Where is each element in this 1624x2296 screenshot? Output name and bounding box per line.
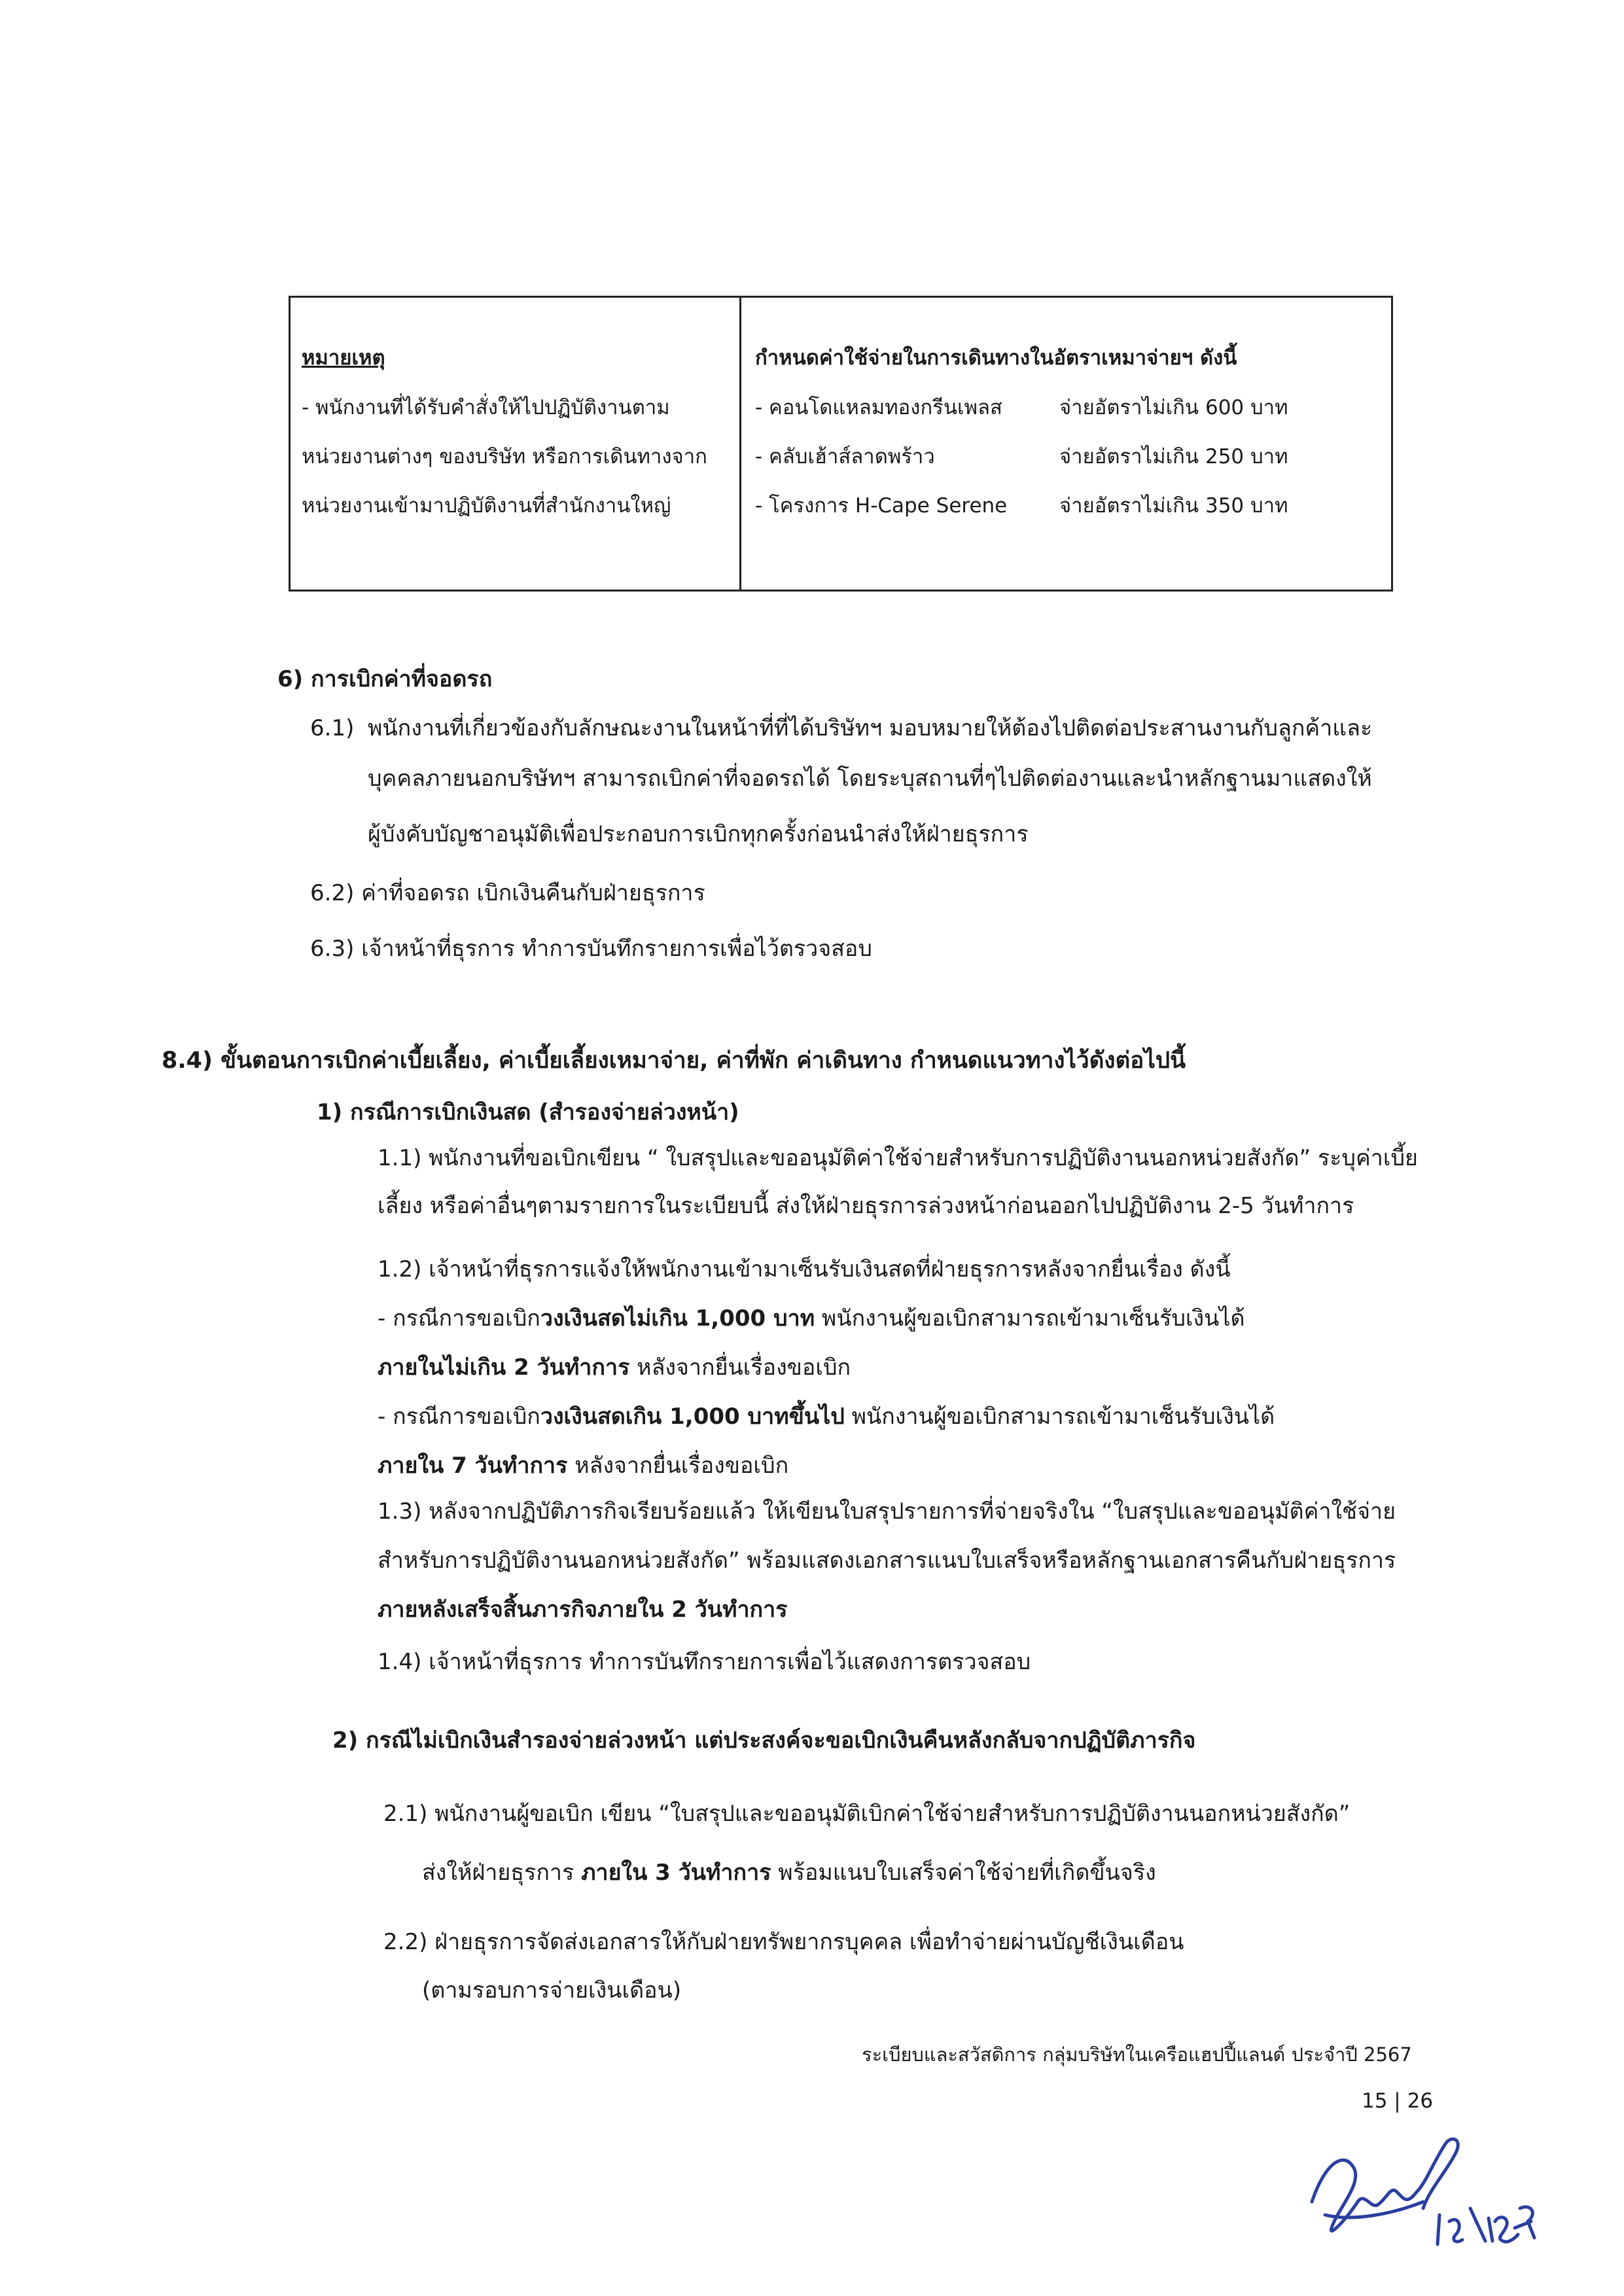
clause-1-4: 1.4) เจ้าหน้าที่ธุรการ ทำการบันทึกรายการเพื่อไว้แสดงการตรวจสอบ <box>378 1649 1031 1675</box>
bold-text: ภายใน 7 วันทำการ <box>378 1453 568 1479</box>
rate-amount: จ่ายอัตราไม่เกิน 250 บาท <box>1059 445 1288 468</box>
clause-2-1-line: 2.1) พนักงานผู้ขอเบิก เขียน “ใบสรุปและขออนุมัติเบิกค่าใช้จ่ายสำหรับการปฏิบัติงานนอกหน่วยสังกัด” <box>383 1801 1350 1827</box>
case-1-title: 1) กรณีการเบิกเงินสด (สำรองจ่ายล่วงหน้า) <box>317 1099 739 1125</box>
clause-2-1-line <box>422 1860 1156 1886</box>
rate-amount: จ่ายอัตราไม่เกิน 600 บาท <box>1059 396 1288 419</box>
text: หลังจากยื่นเรื่องขอเบิก <box>567 1453 789 1479</box>
clause-6-2: 6.2) ค่าที่จอดรถ เบิกเงินคืนกับฝ่ายธุรการ <box>310 880 705 906</box>
clause-1-1-line: 1.1) พนักงานที่ขอเบิกเขียน “ ใบสรุปและขออนุมัติค่าใช้จ่ายสำหรับการปฏิบัติงานนอกหน่วยสังกัด” ระบุค่าเบี้ย <box>378 1145 1418 1171</box>
note-title: หมายเหตุ <box>302 346 385 370</box>
rates-title: กำหนดค่าใช้จ่ายในการเดินทางในอัตราเหมาจ่ายฯ ดังนี้ <box>755 346 1237 370</box>
clause-6-1-line: ผู้บังคับบัญชาอนุมัติเพื่อประกอบการเบิกทุกครั้งก่อนนำส่งให้ฝ่ายธุรการ <box>368 821 1029 847</box>
clause-6-1-line: บุคคลภายนอกบริษัทฯ สามารถเบิกค่าที่จอดรถได้ โดยระบุสถานที่ๆไปติดต่องานและนำหลักฐานมาแสดงให้ <box>368 766 1372 792</box>
clause-1-3-line: ภายหลังเสร็จสิ้นภารกิจภายใน 2 วันทำการ <box>378 1597 788 1623</box>
clause-1-2-case-a-time <box>378 1354 851 1381</box>
bold-text: วงเงินสดไม่เกิน 1,000 บาท <box>540 1305 815 1332</box>
clause-1-3-line: สำหรับการปฏิบัติงานนอกหน่วยสังกัด” พร้อมแสดงเอกสารแนบใบเสร็จหรือหลักฐานเอกสารคืนกับฝ่ายธุรการ <box>378 1547 1396 1574</box>
clause-1-2-case-a <box>378 1305 1245 1332</box>
text: - กรณีการขอเบิก <box>378 1404 540 1430</box>
clause-2-2-line: (ตามรอบการจ่ายเงินเดือน) <box>422 1977 682 2004</box>
rate-place: - คอนโดแหลมทองกรีนเพลส <box>755 396 1002 419</box>
table-divider <box>739 298 741 590</box>
page-number: 15 | 26 <box>1362 2089 1434 2113</box>
rate-amount: จ่ายอัตราไม่เกิน 350 บาท <box>1059 494 1288 518</box>
bold-text: วงเงินสดเกิน 1,000 บาทขึ้นไป <box>540 1404 845 1430</box>
text: หลังจากยื่นเรื่องขอเบิก <box>629 1354 851 1381</box>
clause-1-2-case-b <box>378 1404 1275 1430</box>
text: ส่งให้ฝ่ายธุรการ <box>422 1860 582 1886</box>
rate-place: - โครงการ H-Cape Serene <box>755 494 1008 518</box>
clause-1-1-line: เลี้ยง หรือค่าอื่นๆตามรายการในระเบียบนี้ ส่งให้ฝ่ายธุรการล่วงหน้าก่อนออกไปปฏิบัติงาน 2-5 วันทำการ <box>378 1193 1354 1219</box>
clause-6-1-line: พนักงานที่เกี่ยวข้องกับลักษณะงานในหน้าที่ที่ได้บริษัทฯ มอบหมายให้ต้องไปติดต่อประสานงานกับลูกค้าและ <box>368 715 1373 741</box>
clause-1-2-case-b-time <box>378 1453 788 1479</box>
note-line: หน่วยงานต่างๆ ของบริษัท หรือการเดินทางจาก <box>302 445 707 468</box>
note-line: - พนักงานที่ได้รับคำสั่งให้ไปปฏิบัติงานตาม <box>302 396 670 419</box>
bold-text: ภายใน 3 วันทำการ <box>581 1860 771 1886</box>
section-6-title: 6) การเบิกค่าที่จอดรถ <box>277 666 493 692</box>
bold-text: ภายในไม่เกิน 2 วันทำการ <box>378 1354 630 1381</box>
rate-place: - คลับเฮ้าส์ลาดพร้าว <box>755 445 935 468</box>
text: พร้อมแนบใบเสร็จค่าใช้จ่ายที่เกิดขึ้นจริง <box>771 1860 1156 1886</box>
clause-6-1-number: 6.1) <box>310 715 355 741</box>
footer-caption: ระเบียบและสวัสดิการ กลุ่มบริษัทในเครือแฮปปี้แลนด์ ประจำปี 2567 <box>862 2043 1412 2066</box>
clause-1-3-line: 1.3) หลังจากปฏิบัติภารกิจเรียบร้อยแล้ว ให้เขียนใบสรุปรายการที่จ่ายจริงใน “ใบสรุปและขออนุมัติค่าใช้จ่าย <box>378 1498 1396 1525</box>
text: พนักงานผู้ขอเบิกสามารถเข้ามาเซ็นรับเงินได้ <box>815 1305 1245 1332</box>
clause-6-3: 6.3) เจ้าหน้าที่ธุรการ ทำการบันทึกรายการเพื่อไว้ตรวจสอบ <box>310 936 872 962</box>
clause-1-2-line: 1.2) เจ้าหน้าที่ธุรการแจ้งให้พนักงานเข้ามาเซ็นรับเงินสดที่ฝ่ายธุรการหลังจากยื่นเรื่อง ดังนี้ <box>378 1256 1231 1282</box>
text: - กรณีการขอเบิก <box>378 1305 540 1332</box>
text: พนักงานผู้ขอเบิกสามารถเข้ามาเซ็นรับเงินได้ <box>844 1404 1275 1430</box>
note-line: หน่วยงานเข้ามาปฏิบัติงานที่สำนักงานใหญ่ <box>302 494 671 518</box>
note-table <box>289 296 1393 592</box>
clause-2-2-line: 2.2) ฝ่ายธุรการจัดส่งเอกสารให้กับฝ่ายทรัพยากรบุคคล เพื่อทำจ่ายผ่านบัญชีเงินเดือน <box>383 1929 1184 1955</box>
section-8-4-title: 8.4) ขั้นตอนการเบิกค่าเบี้ยเลี้ยง, ค่าเบี้ยเลี้ยงเหมาจ่าย, ค่าที่พัก ค่าเดินทาง กำหนดแนวทางไว้ดังต่อไปนี้ <box>162 1048 1186 1074</box>
handwritten-signature <box>1299 2123 1561 2267</box>
case-2-title: 2) กรณีไม่เบิกเงินสำรองจ่ายล่วงหน้า แต่ประสงค์จะขอเบิกเงินคืนหลังกลับจากปฏิบัติภารกิจ <box>332 1727 1196 1754</box>
